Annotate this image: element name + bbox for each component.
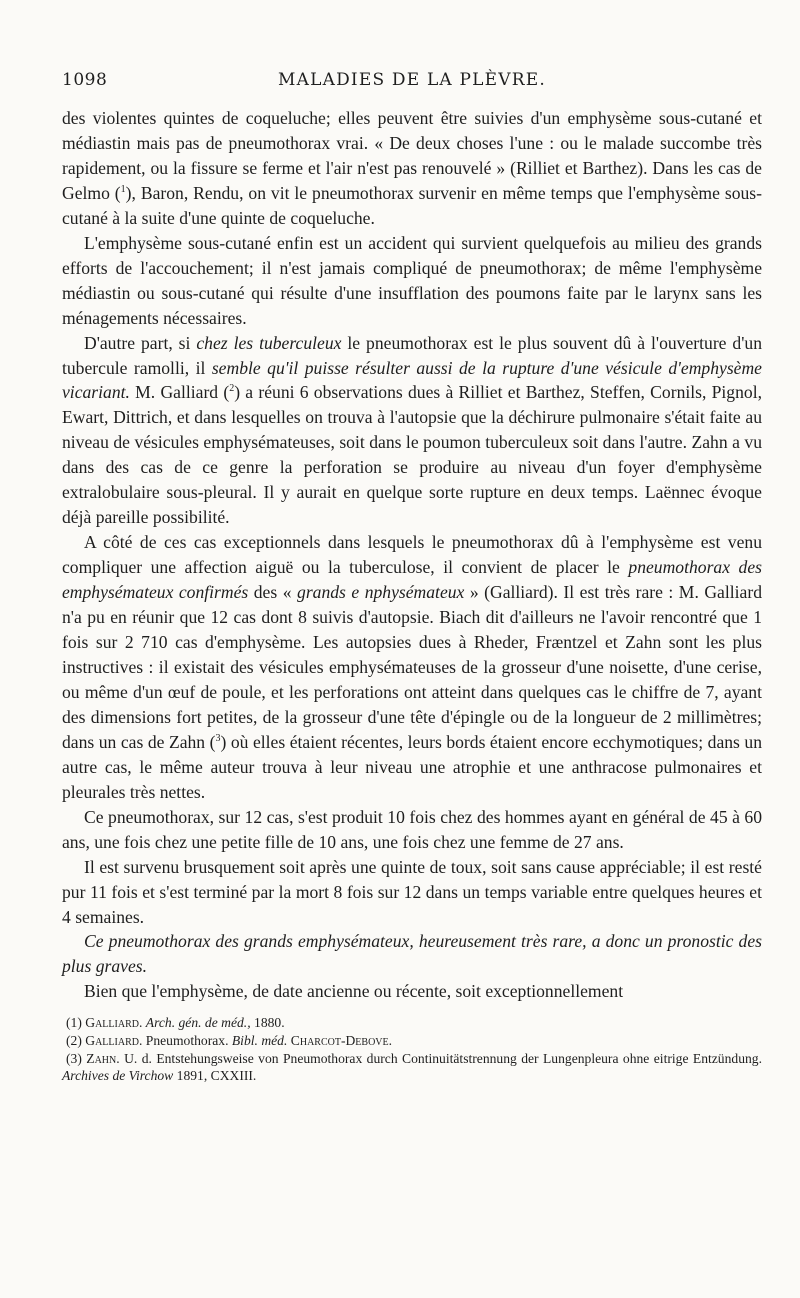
paragraph-7: Ce pneumothorax des grands emphysémateux, heureusement très rare, a donc un pronostic des plus graves. <box>62 931 762 977</box>
paragraph-5: Ce pneumothorax, sur 12 cas, s'est produit 10 fois chez des hommes ayant en général de 45 à 60 ans, une fois chez une petite fille de 10 ans, une fois chez une femme de 27 ans. <box>62 806 762 852</box>
footnote-1: (1) Galliard. Arch. gén. de méd., 1880. <box>66 1015 285 1031</box>
header-title: MALADIES DE LA PLÈVRE. <box>278 70 546 90</box>
running-head <box>62 70 762 96</box>
footnote-3: (3) Zahn. U. d. Entstehungsweise von Pneumothorax durch Continuitätstrennung der Lungenpleura ohne eitrige Entzündung. Archives de Virchow 1891, CXXIII. <box>62 1050 762 1084</box>
paragraph-3: D'autre part, si chez les tuberculeux le pneumothorax est le plus souvent dû à l'ouverture d'un tubercule ramolli, il semble qu'il puisse résulter aussi de la rupture d'une vésicule d'emphysème vicariant. M. Galliard ($^2$) a réuni 6 observations dues à Rilliet et Barthez, Steffen, Cornils, Pignol, Ewart, Dittrich, et dans lesquelles on trouva à l'autopsie que la déchirure pulmonaire s'était faite au niveau de vésicules emphysémateuses, soit dans le poumon tuberculeux soit dans l'autre. Zahn a vu dans des cas de ce genre la perforation se produire au niveau d'un foyer d'emphysème extralobulaire sous-pleural. Il y aurait en quelque sorte rupture en deux temps. Laënnec évoque déjà pareille possibilité. <box>62 332 762 528</box>
footnote-ref-1[interactable]: 1 <box>120 184 126 195</box>
paragraph-6: Il est survenu brusquement soit après une quinte de toux, soit sans cause appréciable; il est resté pur 11 fois et s'est terminé par la mort 8 fois sur 12 dans un temps variable entre quelques heures et 4 semaines. <box>62 856 762 927</box>
paragraph-1: des violentes quintes de coqueluche; elles peuvent être suivies d'un emphysème sous-cutané et médiastin mais pas de pneumothorax vrai. « De deux choses l'une : ou le malade succombe très rapidement, ou la fissure se ferme et l'air n'est pas renouvelé » (Rilliet et Barthez). Dans les cas de Gelmo ($^1$), Baron, Rendu, on vit le pneumothorax survenir en même temps que l'emphysème sous-cutané à la suite d'une quinte de coqueluche. <box>62 108 762 228</box>
page-number: 1098 <box>62 70 108 90</box>
paragraph-8: Bien que l'emphysème, de date ancienne ou récente, soit exceptionnellement <box>84 981 624 1002</box>
body-text <box>62 106 762 1004</box>
paragraph-4: A côté de ces cas exceptionnels dans lesquels le pneumothorax dû à l'emphysème est venu compliquer une affection aiguë ou la tuberculose, il convient de placer le pneumothorax des emphysémateux confirmés des « grands e nphysémateux » (Galliard). Il est très rare : M. Galliard n'a pu en réunir que 12 cas dont 8 suivis d'autopsie. Biach dit d'ailleurs ne l'avoir rencontré que 1 fois sur 2 710 cas d'emphysème. Les autopsies dues à Rheder, Fræntzel et Zahn sont les plus instructives : il existait des vésicules emphysémateuses de la grosseur d'une noisette, d'une cerise, ou même d'un œuf de poule, et les perforations ont atteint dans quelques cas le chiffre de 7, ayant des dimensions fort petites, de la grosseur d'une tête d'épingle ou de la longueur de 2 millimètres; dans un cas de Zahn ($^3$) où elles étaient récentes, leurs bords étaient encore ecchymotiques; dans un autre cas, le même auteur trouva à leur niveau une atrophie et une anthracose pulmonaires et pleurales très nettes. <box>62 532 762 802</box>
footnotes <box>62 1014 762 1084</box>
paragraph-2: L'emphysème sous-cutané enfin est un accident qui survient quelquefois au milieu des grands efforts de l'accouchement; il n'est jamais compliqué de pneumothorax; de même l'emphysème médiastin ou sous-cutané qui résulte d'une insufflation des poumons faite par le larynx sans les ménagements nécessaires. <box>62 232 762 328</box>
footnote-ref-3[interactable]: 3 <box>215 732 221 744</box>
book-page <box>62 70 762 1085</box>
footnote-2: (2) Galliard. Pneumothorax. Bibl. méd. Charcot-Debove. <box>66 1032 393 1048</box>
footnote-ref-2[interactable]: 2 <box>229 383 235 395</box>
